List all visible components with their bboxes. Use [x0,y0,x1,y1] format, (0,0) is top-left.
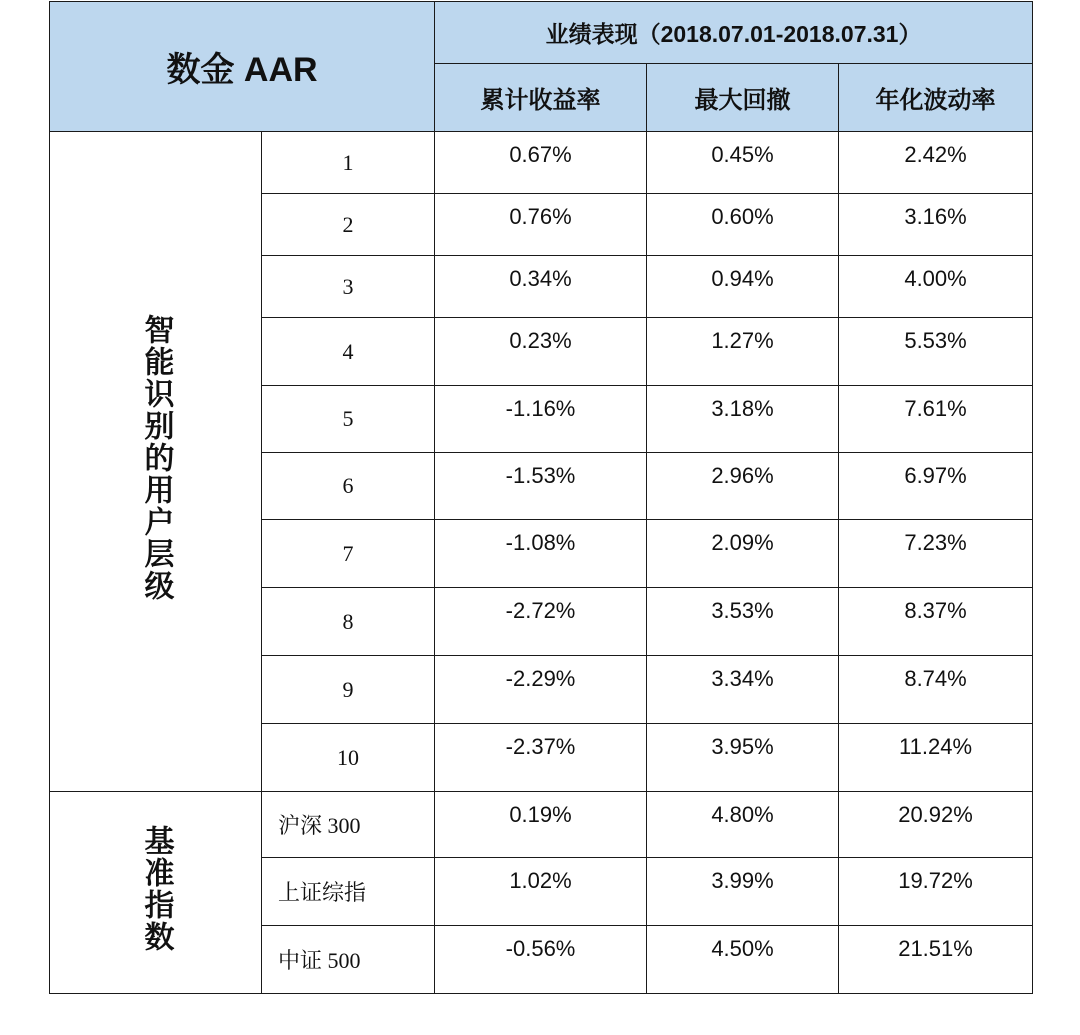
cell-annual-volatility: 6.97% [839,453,1033,520]
row-label: 9 [262,656,435,724]
cell-cumulative-return: -2.72% [435,588,647,656]
row-label: 沪深 300 [262,792,435,858]
cell-cumulative-return: 0.19% [435,792,647,858]
row-label: 6 [262,453,435,520]
cell-cumulative-return: -0.56% [435,926,647,994]
row-label: 3 [262,256,435,318]
cell-cumulative-return: 1.02% [435,858,647,926]
cell-cumulative-return: 0.34% [435,256,647,318]
cell-cumulative-return: 0.76% [435,194,647,256]
cell-annual-volatility: 11.24% [839,724,1033,792]
cell-cumulative-return: -2.37% [435,724,647,792]
cell-max-drawdown: 1.27% [647,318,839,386]
row-label: 上证综指 [262,858,435,926]
header-max-drawdown: 最大回撤 [647,64,839,132]
cell-annual-volatility: 20.92% [839,792,1033,858]
cell-cumulative-return: -1.53% [435,453,647,520]
cell-max-drawdown: 3.95% [647,724,839,792]
cell-cumulative-return: -2.29% [435,656,647,724]
cell-annual-volatility: 2.42% [839,132,1033,194]
table-row [50,792,1033,858]
cell-cumulative-return: 0.23% [435,318,647,386]
cell-max-drawdown: 0.45% [647,132,839,194]
cell-annual-volatility: 7.61% [839,386,1033,453]
cell-annual-volatility: 5.53% [839,318,1033,386]
cell-max-drawdown: 0.94% [647,256,839,318]
cell-annual-volatility: 19.72% [839,858,1033,926]
row-label: 7 [262,520,435,588]
row-label: 1 [262,132,435,194]
period-header: 业绩表现（2018.07.01-2018.07.31） [435,2,1033,64]
cell-annual-volatility: 8.37% [839,588,1033,656]
cell-max-drawdown: 3.53% [647,588,839,656]
cell-max-drawdown: 3.18% [647,386,839,453]
cell-cumulative-return: -1.08% [435,520,647,588]
row-label: 中证 500 [262,926,435,994]
row-label: 10 [262,724,435,792]
cell-annual-volatility: 8.74% [839,656,1033,724]
cell-annual-volatility: 21.51% [839,926,1033,994]
cell-max-drawdown: 3.99% [647,858,839,926]
cell-annual-volatility: 7.23% [839,520,1033,588]
header-cumulative-return: 累计收益率 [435,64,647,132]
cell-max-drawdown: 3.34% [647,656,839,724]
row-label: 4 [262,318,435,386]
row-label: 5 [262,386,435,453]
cell-max-drawdown: 4.80% [647,792,839,858]
cell-max-drawdown: 4.50% [647,926,839,994]
cell-max-drawdown: 2.96% [647,453,839,520]
table-title: 数金 AAR [50,2,435,132]
cell-max-drawdown: 0.60% [647,194,839,256]
header-annual-volatility: 年化波动率 [839,64,1033,132]
table-row [50,132,1033,194]
group-label-benchmark: 基准指数 [50,792,262,994]
cell-max-drawdown: 2.09% [647,520,839,588]
cell-cumulative-return: 0.67% [435,132,647,194]
group-label-user-tier: 智能识别的用户层级 [50,132,262,792]
performance-table [49,1,1033,994]
cell-annual-volatility: 4.00% [839,256,1033,318]
cell-cumulative-return: -1.16% [435,386,647,453]
row-label: 8 [262,588,435,656]
row-label: 2 [262,194,435,256]
cell-annual-volatility: 3.16% [839,194,1033,256]
